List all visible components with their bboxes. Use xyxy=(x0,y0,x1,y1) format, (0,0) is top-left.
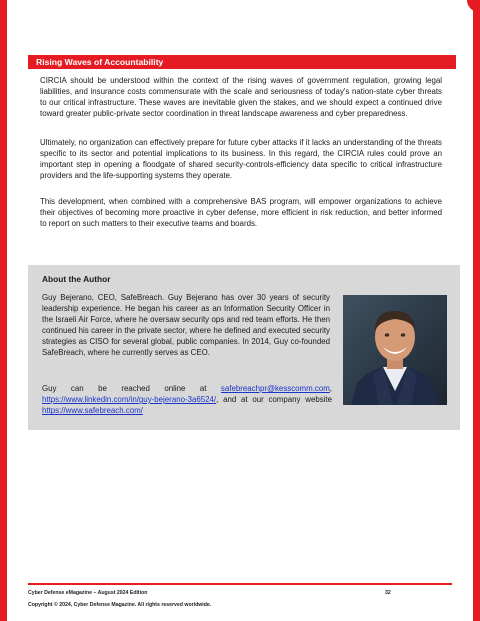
footer-edition: Cyber Defense eMagazine – August 2024 Edition xyxy=(28,590,148,596)
footer-copyright: Copyright © 2024, Cyber Defense Magazine. All rights reserved worldwide. xyxy=(28,602,212,608)
website-link[interactable]: https://www.safebreach.com/ xyxy=(42,406,143,416)
paragraph-1: CIRCIA should be understood within the context of the rising waves of government regulation, growing legal liabilities, and insurance costs commensurate with the scale and seriousness of today's nation-state cyber threats to our critical infrastructure. These waves are inevitable given the stakes, and we should expect a continued drive toward greater public-private sector coordination in threat landscape awareness and cyber preparedness. xyxy=(40,76,442,119)
paragraph-3: This development, when combined with a comprehensive BAS program, will empower organizations to achieve their objectives of becoming more proactive in cyber defense, more efficient in risk reduction, and better informed to report on such matters to their executive teams and boards. xyxy=(40,197,442,229)
author-portrait-illustration xyxy=(343,295,447,405)
author-contact xyxy=(42,383,332,416)
section-title: Rising Waves of Accountability xyxy=(36,57,164,67)
author-bio: Guy Bejerano, CEO, SafeBreach. Guy Bejerano has over 30 years of security leadership experience. He began his career as an Information Security Officer in the Israeli Air Force, where he oversaw security ops and red team efforts. He then continued his career in the private sector, where he defined and executed security strategies as CISO for several global, public companies. In 2014, Guy co-founded SafeBreach, where he currently serves as CEO. xyxy=(42,293,330,358)
footer-rule xyxy=(28,583,452,585)
section-title-bar xyxy=(28,55,456,69)
contact-mid: , and at our company website xyxy=(216,395,332,405)
email-link[interactable]: safebreachpr@kesscomm.com xyxy=(220,384,330,393)
contact-prefix: Guy can be reached online at xyxy=(42,384,221,393)
contact-sep: , xyxy=(329,384,332,393)
paragraph-2: Ultimately, no organization can effectively prepare for future cyber attacks if it lacks an understanding of the threats specific to its sector and potential implications to its business. In this regard, the CIRCIA rules could prove an important step in opening a floodgate of shared security-controls-efficiency data specific to critical infrastructure providers and the life-supporting systems they operate. xyxy=(40,138,442,181)
author-heading: About the Author xyxy=(42,274,111,284)
footer-page-number: 32 xyxy=(385,590,391,596)
linkedin-link[interactable]: https://www.linkedin.com/in/guy-bejerano-3a6524/ xyxy=(42,395,217,405)
author-photo xyxy=(343,295,447,405)
about-author-box xyxy=(28,265,460,430)
right-red-edge xyxy=(473,0,480,621)
left-red-edge xyxy=(0,0,7,621)
